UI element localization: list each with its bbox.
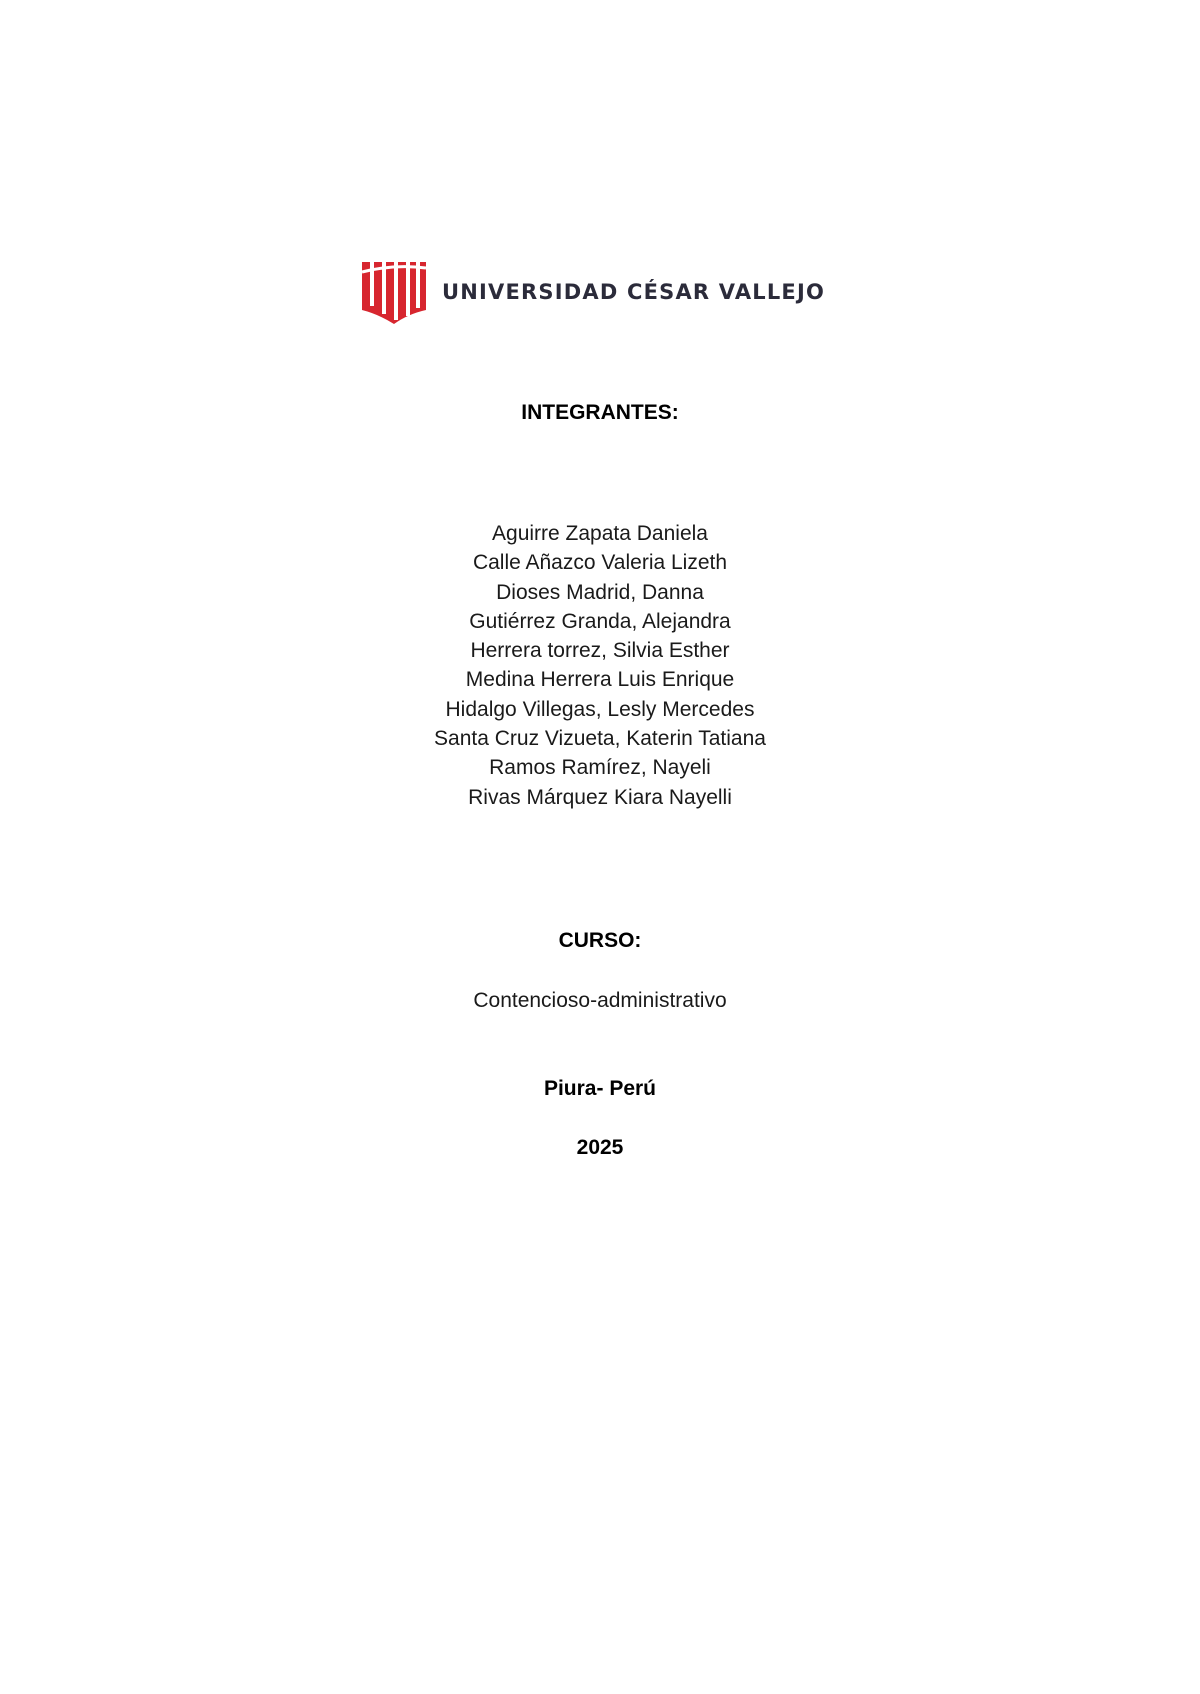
year: 2025 xyxy=(576,1136,624,1159)
university-name: UNIVERSIDAD CÉSAR VALLEJO xyxy=(442,280,826,304)
list-item: Dioses Madrid, Danna xyxy=(496,580,704,604)
list-item: Medina Herrera Luis Enrique xyxy=(465,668,735,692)
list-item: Aguirre Zapata Daniela xyxy=(492,522,708,545)
list-item: Calle Añazco Valeria Lizeth xyxy=(472,551,728,575)
curso-heading: CURSO: xyxy=(558,929,642,952)
university-emblem-icon xyxy=(360,258,428,326)
list-item: Herrera torrez, Silvia Esther xyxy=(470,639,730,663)
location: Piura- Perú xyxy=(543,1077,657,1100)
list-item: Hidalgo Villegas, Lesly Mercedes xyxy=(445,697,755,721)
list-item: Rivas Márquez Kiara Nayelli xyxy=(468,785,732,809)
list-item: Gutiérrez Granda, Alejandra xyxy=(469,609,731,633)
members-list xyxy=(0,519,1200,812)
course-name: Contencioso-administrativo xyxy=(473,989,727,1012)
integrantes-heading: INTEGRANTES: xyxy=(521,401,679,424)
university-logo xyxy=(360,258,840,326)
list-item: Santa Cruz Vizueta, Katerin Tatiana xyxy=(434,727,766,751)
list-item: Ramos Ramírez, Nayeli xyxy=(489,756,711,780)
